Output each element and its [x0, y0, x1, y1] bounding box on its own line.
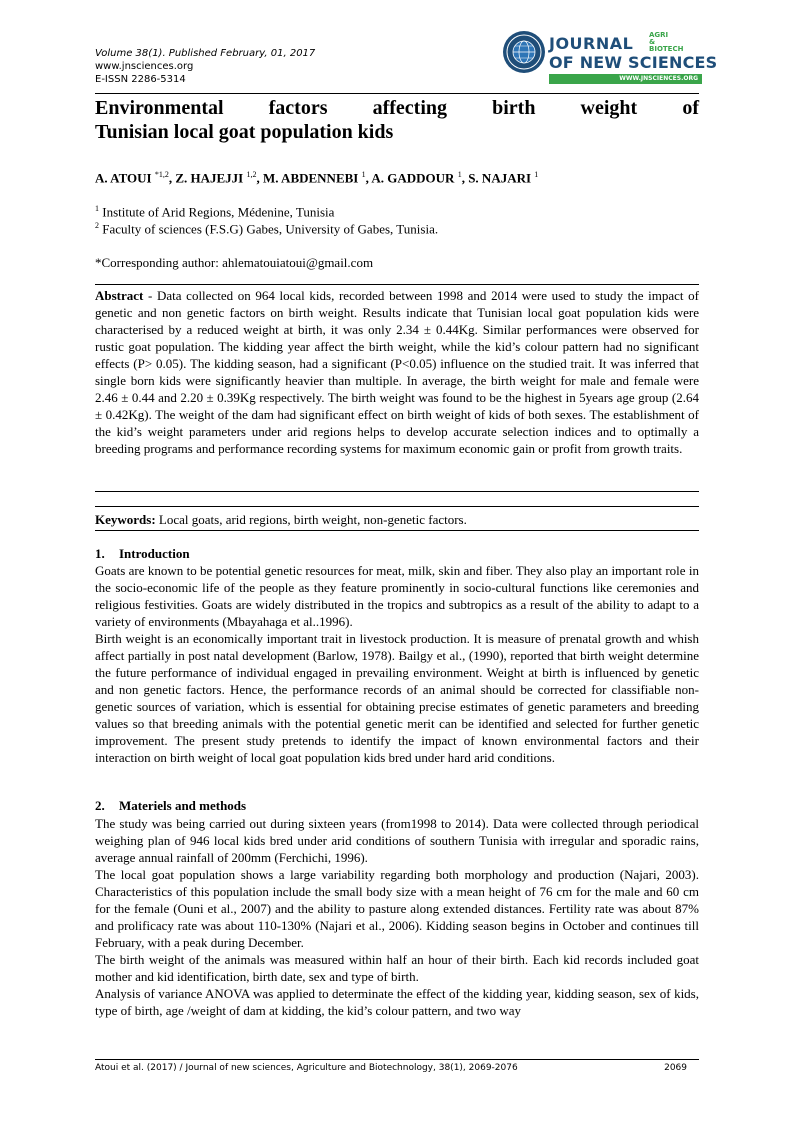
logo-url-bar: WWW.JNSCIENCES.ORG — [549, 74, 702, 84]
logo-journal-word: JOURNAL — [549, 34, 634, 53]
footer-divider — [95, 1059, 699, 1060]
journal-header-info — [95, 47, 315, 86]
logo-agri-biotech-tag: AGRI & BIOTECH — [649, 31, 684, 53]
paper-title — [95, 96, 699, 144]
section-heading-introduction: 1. Introduction — [95, 546, 190, 561]
keywords-bottom-rule — [95, 530, 699, 531]
volume-line: Volume 38(1). Published February, 01, 2017 — [95, 48, 316, 59]
methods-paragraph-1: The study was being carried out during sixteen years (from1998 to 2014). Data were collected through periodical weighing plan of 946 local kids bred under arid conditions of southern Tunisia with irregular and sporadic rains, average annual rainfall of 200mm (Ferchichi, 1996). — [95, 816, 699, 865]
page-footer — [95, 1063, 699, 1073]
journal-logo — [502, 28, 718, 90]
logo-new-sciences-word: OF NEW SCIENCES — [549, 53, 718, 72]
abstract-label: Abstract — [95, 288, 144, 303]
abstract-block — [95, 287, 699, 457]
affiliation-2: $^2$ Faculty of sciences (F.S.G) Gabes, University of Gabes, Tunisia. — [95, 221, 439, 237]
abstract-top-rule — [95, 284, 699, 285]
abstract-bottom-rule — [95, 491, 699, 492]
header-divider — [95, 93, 699, 94]
methods-paragraph-4: Analysis of variance ANOVA was applied to determinate the effect of the kidding year, kidding season, sex of kids, type of birth, age /weight of dam at kidding, the kid’s colour pattern, and two way — [95, 986, 699, 1018]
keywords-text: Local goats, arid regions, birth weight, non-genetic factors. — [155, 512, 467, 527]
journal-website: www.jnsciences.org — [95, 61, 194, 72]
author-list: A. ATOUI $^{*1,2}$, Z. HAJEJJI $^{1,2}$, M. ABDENNEBI $^1$, A. GADDOUR $^1$, S. NAJARI $^1$ — [95, 170, 539, 186]
affiliation-1: $^1$ Institute of Arid Regions, Médenine, Tunisia — [95, 204, 335, 220]
keywords-top-rule — [95, 506, 699, 507]
issn-line: E-ISSN 2286-5314 — [95, 74, 186, 85]
intro-paragraph-2: Birth weight is an economically important trait in livestock production. It is measure of prenatal growth and whish affect partially in post natal development (Barlow, 1978). Bailgy et al., (1990), reported that birth weight determine the future performance of individual engaged in prevailing environment. Weight at birth is influenced by genetic and non genetic factors. Hence, the performance records of an animal should be corrected for classifiable non-genetic sources of variation, which is essential for obtaining precise estimates of genetic parameters and breeding values so that breeding animals with the potential genetic merit can be identified and selected for further genetic improvement. The present study pretends to identify the impact of known environmental factors and their interaction on birth weight of local goat population kids bred under hard arid conditions. — [95, 631, 699, 765]
keywords-label: Keywords: — [95, 512, 156, 527]
page-number: 2069 — [664, 1063, 687, 1073]
footer-citation: Atoui et al. (2017) / Journal of new sciences, Agriculture and Biotechnology, 38(1), 2069-2076 — [95, 1063, 518, 1073]
intro-paragraph-1: Goats are known to be potential genetic resources for meat, milk, skin and fiber. They also play an important role in the socio-economic life of the people as they feature prominently in socio-cultural functions like ceremonies and religious festivities. Goats are widely distributed in the tropics and subtropics as a result of the ability to adapt to a variety of environments (Mbayahaga et al..1996). — [95, 563, 699, 629]
methods-paragraph-2: The local goat population shows a large variability regarding both morphology and production (Najari, 2003). Characteristics of this population include the small body size with a mean height of 76 cm for the male and 60 cm for the female (Ouni et al., 2007) and the ability to pasture along extended distances. Fertility rate was about 87% and prolificacy rate was about 110-130% (Najari et al., 2006). Kidding season begins in October and continues till February, with a peak during December. — [95, 867, 699, 950]
section-heading-methods: 2. Materiels and methods — [95, 798, 247, 813]
globe-emblem-icon — [502, 30, 546, 74]
abstract-text: - Data collected on 964 local kids, recorded between 1998 and 2014 were used to study the impact of genetic and non genetic factors on birth weight. Results indicate that Tunisian local goat population kids were characterised by a reduced weight at birth, it was only 2.34 ± 0.44Kg. Similar performances were observed for rustic goat population. The kidding year affect the birth weight, while the kid’s colour pattern had no significant effects (P> 0.05). The kidding season, had a significant (P<0.05) influence on the studied trait. It was inferred that single born kids were significantly heavier than multiple. In average, the birth weight for male and female were 2.46 ± 0.44 and 2.20 ± 0.39Kg respectively. The birth weight was found to be the highest in 5years age group (2.64 ± 0.42Kg). The weight of the dam had significant effect on birth weight of kids of both sexes. The establishment of the kid’s weight parameters under arid regions helps to develop accurate selection indices and to optimally a breeding programs and performance recording systems for maximum economic gain or profit from growth traits. — [95, 288, 699, 456]
keywords-block — [95, 511, 699, 528]
title-line-1: Environmental factors affecting birth weight of — [95, 97, 699, 119]
corresponding-author: *Corresponding author: ahlematouiatoui@gmail.com — [95, 255, 374, 270]
methods-paragraph-3: The birth weight of the animals was measured within half an hour of their birth. Each kid records included goat mother and kid identification, birth date, sex and type of birth. — [95, 952, 699, 984]
title-line-2: Tunisian local goat population kids — [95, 121, 394, 143]
